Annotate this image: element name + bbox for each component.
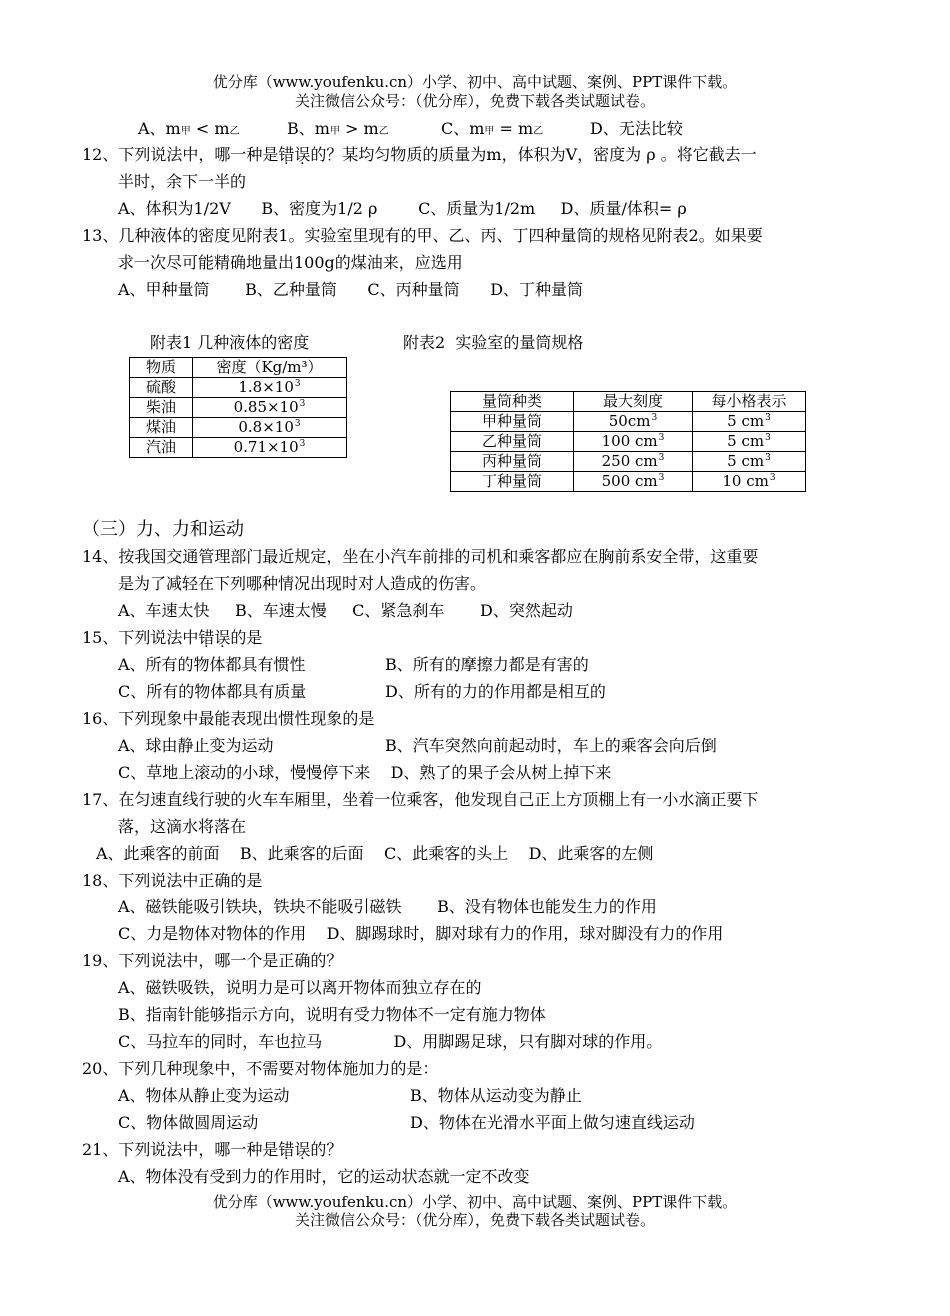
table-cell: 汽油 xyxy=(130,438,193,458)
q11-option-b: B、m甲 > m乙 xyxy=(287,119,389,138)
q17-stem-line2: 落，这滴水将落在 xyxy=(118,817,247,836)
q14-stem-line2: 是为了减轻在下列哪种情况出现时对人造成的伤害。 xyxy=(118,574,487,593)
q16-option-b: B、汽车突然向前起动时，车上的乘客会向后倒 xyxy=(385,736,717,755)
q19-options-cd: C、马拉车的同时，车也拉马 D、用脚踢足球，只有脚对球的作用。 xyxy=(118,1032,663,1051)
table1-title: 附表1 几种液体的密度 xyxy=(150,333,310,352)
table-row xyxy=(130,438,347,458)
table-cell: 柴油 xyxy=(130,398,193,418)
q15-option-d: D、所有的力的作用都是相互的 xyxy=(385,682,606,701)
q16-option-a: A、球由静止变为运动 xyxy=(118,736,274,755)
q16-stem: 16、下列现象中最能表现出惯性现象的是 xyxy=(82,709,375,728)
table-cell: $1.8\times 10^3$ xyxy=(193,378,347,398)
table-row xyxy=(451,472,806,492)
table-cell: 5 $cm^3$ xyxy=(693,412,806,432)
q20-option-b: B、物体从运动变为静止 xyxy=(410,1086,582,1105)
q11-option-a: A、m甲 < m乙 xyxy=(138,119,240,138)
q15-option-a: A、所有的物体都具有惯性 xyxy=(118,655,306,674)
q14-stem: 14、按我国交通管理部门最近规定，坐在小汽车前排的司机和乘客都应在胸前系安全带，这重要 xyxy=(82,547,759,566)
q21-option-a: A、物体没有受到力的作用时，它的运动状态就一定不改变 xyxy=(118,1167,530,1186)
q17-stem: 17、在匀速直线行驶的火车车厢里，坐着一位乘客，他发现自己正上方顶棚上有一小水滴正要下 xyxy=(82,790,759,809)
table-cell: 丁种量筒 xyxy=(451,472,574,492)
q18-stem: 18、下列说法中正确的是 xyxy=(82,871,263,890)
q15-option-b: B、所有的摩擦力都是有害的 xyxy=(385,655,589,674)
table-row xyxy=(130,378,347,398)
table-cell: 硫酸 xyxy=(130,378,193,398)
q11-option-d: D、无法比较 xyxy=(590,119,683,138)
q19-option-a: A、磁铁吸铁，说明力是可以离开物体而独立存在的 xyxy=(118,978,482,997)
table-cell: $0.85\times 10^3$ xyxy=(193,398,347,418)
table-cell: 丙种量筒 xyxy=(451,452,574,472)
q18-options-ab: A、磁铁能吸引铁块，铁块不能吸引磁铁 B、没有物体也能发生力的作用 xyxy=(118,897,657,916)
table-row xyxy=(130,418,347,438)
q21-stem: 21、下列说法中，哪一种是错误的？ xyxy=(82,1140,343,1159)
table-header-row xyxy=(451,392,806,412)
q14-options: A、车速太快 B、车速太慢 C、紧急刹车 D、突然起动 xyxy=(118,601,573,620)
q20-option-d: D、物体在光滑水平面上做匀速直线运动 xyxy=(410,1113,695,1132)
density-table xyxy=(129,357,347,458)
table-header-cell: 量筒种类 xyxy=(451,392,574,412)
table-cell: 100 $cm^3$ xyxy=(574,432,693,452)
table-cell: 乙种量筒 xyxy=(451,432,574,452)
table-cell: 5 $cm^3$ xyxy=(693,452,806,472)
table2-title: 附表2 实验室的量筒规格 xyxy=(403,333,584,352)
table-header-cell: 最大刻度 xyxy=(574,392,693,412)
table-header-cell: 物质 xyxy=(130,358,193,378)
q15-option-c: C、所有的物体都具有质量 xyxy=(118,682,307,701)
table-row xyxy=(451,412,806,432)
table-cell: 10 $cm^3$ xyxy=(693,472,806,492)
q12-options: A、体积为1/2V B、密度为1/2 ρ C、质量为1/2m D、质量/体积= ρ xyxy=(118,199,687,218)
footer-line-1: 优分库（www.youfenku.cn）小学、初中、高中试题、案例、PPT课件下载。 xyxy=(212,1193,738,1211)
footer-line-2: 关注微信公众号：（优分库），免费下载各类试题试卷。 xyxy=(294,1211,655,1229)
q12-stem-line2: 半时，余下一半的 xyxy=(118,172,247,191)
table-row xyxy=(451,452,806,472)
table-cell: 250 $cm^3$ xyxy=(574,452,693,472)
q13-options: A、甲种量筒 B、乙种量筒 C、丙种量筒 D、丁种量筒 xyxy=(118,280,584,299)
cylinder-spec-table xyxy=(450,391,806,492)
q19-stem: 19、下列说法中，哪一个是正确的？ xyxy=(82,951,343,970)
table-cell: 甲种量筒 xyxy=(451,412,574,432)
table-header-row xyxy=(130,358,347,378)
table-cell: $0.71\times 10^3$ xyxy=(193,438,347,458)
section-heading: （三）力、力和运动 xyxy=(82,519,244,540)
q20-option-c: C、物体做圆周运动 xyxy=(118,1113,259,1132)
q13-stem: 13、几种液体的密度见附表1。实验室里现有的甲、乙、丙、丁四种量筒的规格见附表2。如果要 xyxy=(82,226,763,245)
q13-stem-line2: 求一次尽可能精确地量出100g的煤油来，应选用 xyxy=(118,253,463,272)
table-cell: $0.8\times 10^3$ xyxy=(193,418,347,438)
table-header-cell: 每小格表示 xyxy=(693,392,806,412)
table-row xyxy=(451,432,806,452)
q15-stem: 15、下列说法中错误的是 xyxy=(82,628,263,647)
q17-options: A、此乘客的前面 B、此乘客的后面 C、此乘客的头上 D、此乘客的左侧 xyxy=(96,844,654,863)
table-header-cell: 密度（Kg/m³） xyxy=(193,358,347,378)
q12-stem: 12、下列说法中，哪一种是错误的？某均匀物质的质量为m，体积为V，密度为 ρ 。将它截去一 xyxy=(82,145,757,164)
q16-options-cd: C、草地上滚动的小球，慢慢停下来 D、熟了的果子会从树上掉下来 xyxy=(118,763,612,782)
q19-option-b: B、指南针能够指示方向，说明有受力物体不一定有施力物体 xyxy=(118,1005,546,1024)
q20-stem: 20、下列几种现象中，不需要对物体施加力的是： xyxy=(82,1059,439,1078)
q18-options-cd: C、力是物体对物体的作用 D、脚踢球时，脚对球有力的作用，球对脚没有力的作用 xyxy=(118,924,724,943)
table-cell: 5 $cm^3$ xyxy=(693,432,806,452)
table-cell: $50cm^3$ xyxy=(574,412,693,432)
table-row xyxy=(130,398,347,418)
q20-option-a: A、物体从静止变为运动 xyxy=(118,1086,290,1105)
header-line-2: 关注微信公众号：（优分库），免费下载各类试题试卷。 xyxy=(294,92,655,110)
table-cell: 500 $cm^3$ xyxy=(574,472,693,492)
q11-option-c: C、m甲 = m乙 xyxy=(441,119,544,138)
table-cell: 煤油 xyxy=(130,418,193,438)
header-line-1: 优分库（www.youfenku.cn）小学、初中、高中试题、案例、PPT课件下载。 xyxy=(212,73,738,91)
